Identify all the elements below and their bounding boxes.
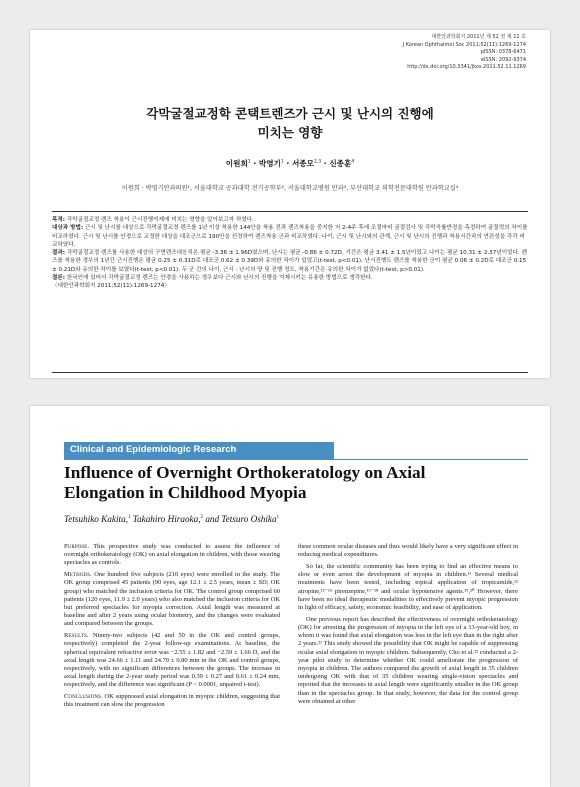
abstract-paragraph xyxy=(64,632,280,689)
author-name: Takahiro Hiraoka, xyxy=(130,514,201,524)
divider xyxy=(52,211,528,212)
author-name: 박영기 xyxy=(258,159,281,168)
korean-title-line: 미치는 영향 xyxy=(257,125,323,140)
korean-abstract xyxy=(52,216,528,291)
abstract-paragraph xyxy=(52,216,528,224)
korean-affiliation: 이원희 · 박영기안과의원¹, 서울대학교 공과대학 전기공학부², 서울대학교병원 안과³, 부산대학교 의학전문대학원 안과학교실⁴ xyxy=(121,185,459,192)
abstract-paragraph xyxy=(64,543,280,568)
abstract-text: One hundred five subjects (210 eyes) were enrolled in the study. The OK group comprised 45 patients (90 eyes, age 12.1 ± 2.5 years, mean ± SD; OK group) who matched the inclusion criteria for OK. The control group comprised 60 patients (120 eyes, 11.9 ± 2.0 years) who also matched the inclusion criteria for OK but preferred spectacles for myopia correction. Axial length was measured at baseline and after 2 years using ocular biometry, and the changes were evaluated and compared between the groups. xyxy=(64,571,280,628)
author-name: and Tetsuro Oshika xyxy=(203,514,277,524)
abstract-paragraph xyxy=(52,282,528,290)
abstract-text: 각막굴절교정 렌즈 착용이 근시진행억제에 미치는 영향을 알아보고자 하였다. xyxy=(65,217,254,223)
english-title-line: Influence of Overnight Orthokeratology on Axial xyxy=(64,463,426,482)
divider xyxy=(64,459,528,460)
abstract-paragraph xyxy=(64,693,280,709)
author-sup: 1 xyxy=(276,514,280,520)
author-sup: 2,3 xyxy=(313,159,322,165)
body-paragraph: these common ocular diseases and thus would likely have a very significant effect in reducing medical expenditures. xyxy=(298,543,518,559)
author-name: 신종훈 xyxy=(329,159,352,168)
abstract-text: OK suppressed axial elongation in myopic children, suggesting that this treatment can slow the progression xyxy=(64,693,280,709)
abstract-paragraph xyxy=(52,224,528,249)
journal-meta-line: J Korean Ophthalmol Soc 2011;52(11):1269-1274 xyxy=(402,41,526,48)
journal-meta-line: pISSN: 0378-6471 xyxy=(480,49,526,56)
abstract-paragraph xyxy=(52,249,528,274)
body-paragraph: One previous report has described the effectiveness of overnight orthokeratology (OK) for arresting the progression of myopia in the left eye of a 13-year-old boy, in whom it was found that axial elongation was less in the left eye than in the right after 2 years.²¹ This study showed the possibility that OK might be capable of suppressing ocular axial elongation in myopic children. Subsequently, Cho et al.²² conducted a 2-year pilot study to determine whether OK could ameliorate the progression of myopia in children. The authors compared the growth of axial length in 35 children undergoing OK with that of 35 children wearing single-vision spectacles and reported that the increases in axial length were significantly smaller in the OK group than in the spectacles group. In that study, however, the data for the control group were obtained at other xyxy=(298,615,518,705)
abstract-label: 결론: xyxy=(52,275,66,282)
korean-title-line: 각막굴절교정학 콘택트렌즈가 근시 및 난시의 진행에 xyxy=(146,106,434,121)
abstract-label: Methods. xyxy=(64,571,92,579)
english-article-page xyxy=(30,406,550,787)
english-authors xyxy=(64,514,520,524)
author-sup: 4 xyxy=(351,159,355,165)
abstract-label: 결과: xyxy=(52,250,66,257)
abstract-citation: 〈대한안과학회지 2011;52(11):1269-1274〉 xyxy=(52,283,170,290)
journal-meta-line: eISSN: 2092-9374 xyxy=(480,56,526,63)
abstract-text: 한국인에 있어서 각막굴절교정 렌즈는 안경을 사용하는 경우보다 근시와 난시의 진행을 억제시키는 유용한 방법으로 생각한다. xyxy=(65,275,373,282)
abstract-paragraph xyxy=(52,274,528,282)
english-title-line: Elongation in Childhood Myopia xyxy=(64,483,307,502)
abstract-text: Ninety-two subjects (42 and 50 in the OK and control groups, respectively) completed the 2-year follow-up examinations. At baseline, the spherical equivalent refractive error was −2.55 ± 1.82 and −2.59 ± 1.66 D, and the axial length was 24.66 ± 1.11 and 24.79 ± 0.80 mm in the OK and control groups, respectively, with no significant differences between the groups. The increase in axial length during the 2-year study period was 0.39 ± 0.27 and 0.61 ± 0.24 mm, respectively, and the difference was significant (P < 0.0001, unpaired t-test). xyxy=(64,632,280,689)
section-banner xyxy=(64,442,334,459)
abstract-label: 대상과 방법: xyxy=(52,225,84,232)
author-sup: 1 xyxy=(127,514,131,520)
abstract-label: 목적: xyxy=(52,217,66,223)
author-name: Tetsuhiko Kakita, xyxy=(64,514,128,524)
korean-article-title xyxy=(90,104,490,142)
abstract-label: Conclusions. xyxy=(64,693,103,701)
journal-meta xyxy=(403,34,526,72)
author-sup: 1 xyxy=(280,159,284,165)
journal-meta-line: http://dx.doi.org/10.3341/jkos.2011.52.11.1269 xyxy=(407,64,526,71)
body-column xyxy=(298,543,518,787)
korean-article-page xyxy=(30,30,550,378)
abstract-label: Purpose. xyxy=(64,543,90,550)
abstract-text: 근시 및 난시를 대상으로 각막굴절교정 렌즈를 1년 이상 착용한 144안을 착용 전과 렌즈착용을 중지한 지 2-4주 후에 조절마비 굴절검사 및 각막곡률반경을 측정하여 굴절력의 차이를 비교하였다. 근시 및 난시를 안경으로 교정한 대상을 대조군으로 190안을 선정하여 렌즈착용 군과 비교하였다. 나이, 근시 및 난시와의 관계, 근시 및 난시의 진행과 착용시간과의 연관성을 각각 비교하였다. xyxy=(52,225,528,248)
author-name: 서종모 xyxy=(291,159,314,168)
author-name: 이원희 xyxy=(225,159,248,168)
body-paragraph: So far, the scientific community has been trying to find an effective means to slow or even arrest the development of myopia in children.¹¹ Several medical treatments have been tested, including topical application of tropicamide,¹² atropine,¹³⁻¹⁵ pirenzepine,¹⁶⁻¹⁸ and ocular hypotensive agents.¹⁹,²⁰ However, there have been no ideal therapeutic modalities to effectively prevent myopic progression in light of efficacy, safety, economic feasibility, and ease of application. xyxy=(298,563,518,612)
author-sup: 2 xyxy=(200,514,204,520)
korean-authors: 이원희$^1$ · 박영기$^1$ · 서종모$^{2,3}$ · 신종훈$^4$ xyxy=(225,159,355,168)
english-article-title xyxy=(64,463,520,503)
abstract-column xyxy=(64,543,280,787)
abstract-paragraph xyxy=(64,571,280,628)
divider xyxy=(52,372,528,373)
author-sup: 1 xyxy=(247,159,251,165)
abstract-text: This prospective study was conducted to assess the influence of overnight orthokeratology (OK) on axial elongation in children, with those wearing spectacles as controls. xyxy=(64,543,280,567)
section-label: Clinical and Epidemiologic Research xyxy=(70,444,237,455)
abstract-label: Results. xyxy=(64,632,89,640)
abstract-text: 각막굴절교정 렌즈를 사용한 대상의 구면렌즈대응치은 평균 -3.36 ± 1.96D였으며, 난시는 평균 -0.86 ± 0.72D, 기간은 평균 3.41 ± 1.5년이었고 나이는 평균 10.31 ± 2.37년이었다. 렌즈를 착용한 경우의 1년간 근시진행은 평균 0.25 ± 0.31D로 대조군 0.62 ± 0.39D와 유의한 차이가 있었고(t-test, p<0.01), 난시진행도 렌즈를 착용한 군이 평균 0.06 ± 0.2D로 대조군 0.15 ± 0.21D와 유의한 차이를 보였다(t-test, p<0.01). 두 군 간의 나이, 근시 · 난시의 양 및 진행 정도, 착용기간은 유의한 차이가 없었다(t-test, p>0.01). xyxy=(52,250,527,273)
journal-meta-line: 대한안과학회지 2011년 제 52 권 제 11 호 xyxy=(431,34,526,40)
